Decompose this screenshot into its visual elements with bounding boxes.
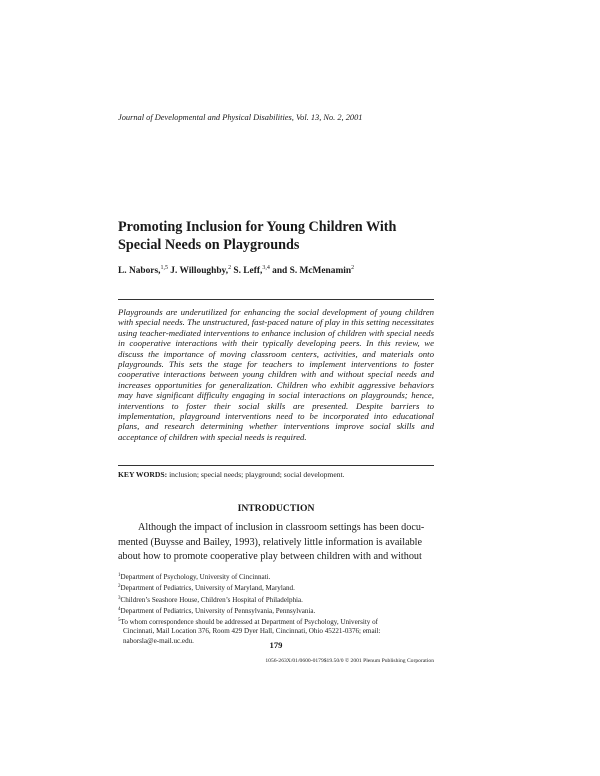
abstract-top-rule bbox=[118, 299, 434, 300]
abstract-bottom-rule bbox=[118, 465, 434, 466]
author-affiliation-marker: 1,5 bbox=[160, 265, 168, 271]
author-affiliation-marker: 3,4 bbox=[262, 265, 270, 271]
journal-citation: Journal of Developmental and Physical Disabilities, Vol. 13, No. 2, 2001 bbox=[118, 113, 363, 122]
section-heading: INTRODUCTION bbox=[237, 503, 315, 514]
author-name: J. Willoughby, bbox=[170, 266, 229, 276]
abstract: Playgrounds are underutilized for enhancing the social development of young children with special needs. The unstructured, fast-paced nature of play in this setting necessitates using teacher-mediated interventions to enhance inclusion of children with special needs in cooperative interactions with their typically developing peers. In this review, we discuss the importance of moving classroom centers, activities, and materials onto playgrounds. This sets the stage for teachers to implement interventions to foster cooperative interactions between young children with and without special needs and increases opportunities for generalization. Children who exhibit aggressive behaviors may have significant difficulty engaging in social interactions on playgrounds; hence, interventions to foster their social skills are presented. Despite barriers to implementation, playground interventions need to be incorporated into educational plans, and research determining whether interventions improve social skills and acceptance of children with special needs is required. bbox=[118, 307, 434, 442]
footnote-continuation: naborsla@e-mail.uc.edu. bbox=[123, 636, 194, 645]
author-list bbox=[118, 265, 518, 276]
footnote-continuation: Cincinnati, Mail Location 376, Room 429 Dyer Hall, Cincinnati, Ohio 45221-0376; email: bbox=[123, 627, 381, 636]
footnote: $^4$Department of Pediatrics, University of Pennsylvania, Pennsylvania. bbox=[118, 606, 316, 615]
keywords bbox=[118, 470, 434, 479]
footnote: $^3$Children’s Seashore House, Children’s Hospital of Philadelphia. bbox=[118, 595, 303, 604]
footnote: $^1$Department of Psychology, University of Cincinnati. bbox=[118, 573, 271, 581]
author-affiliation-marker: 2 bbox=[351, 265, 355, 271]
title-line: Promoting Inclusion for Young Children With bbox=[118, 219, 397, 235]
keywords-label: KEY WORDS: bbox=[118, 470, 168, 479]
introduction-paragraph bbox=[118, 521, 434, 565]
keywords-list: inclusion; special needs; playground; social development. bbox=[169, 470, 345, 479]
text-line: Although the impact of inclusion in classroom settings has been docu- bbox=[138, 522, 425, 533]
title-line: Special Needs on Playgrounds bbox=[118, 236, 300, 253]
author-name: S. Leff, bbox=[233, 266, 263, 276]
author-name: L. Nabors, bbox=[118, 266, 161, 276]
footnote: $^5$To whom correspondence should be addressed at Department of Psychology, University of bbox=[118, 618, 379, 627]
author-affiliation-marker: 2 bbox=[228, 265, 232, 271]
page-number: 179 bbox=[269, 640, 283, 650]
text-line: mented (Buysse and Bailey, 1993), relatively little information is available bbox=[118, 536, 423, 548]
paper-title bbox=[118, 219, 478, 254]
issn-copyright-line: 1056-263X/01/0600-0179$19.50/0 © 2001 Plenum Publishing Corporation bbox=[265, 658, 434, 664]
author-name: and S. McMenamin bbox=[272, 266, 352, 276]
footnote: $^2$Department of Pediatrics, University of Maryland, Maryland. bbox=[118, 584, 295, 593]
text-line: about how to promote cooperative play between children with and without bbox=[118, 551, 422, 563]
footnotes bbox=[118, 571, 434, 646]
